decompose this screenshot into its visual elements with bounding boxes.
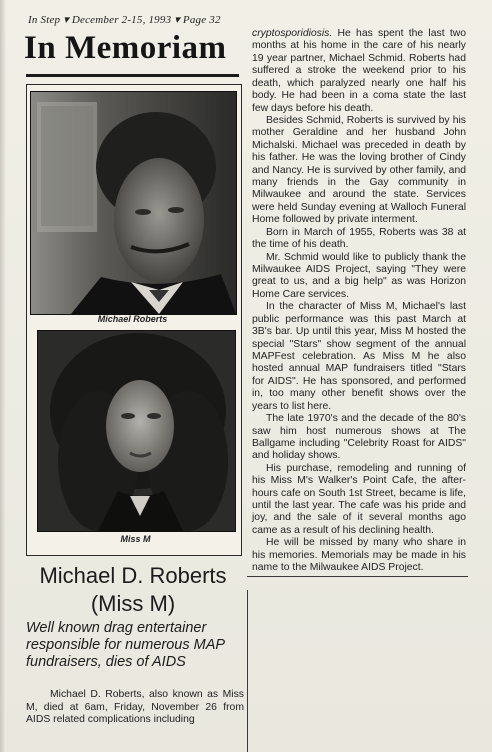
body-paragraph: Mr. Schmid would like to publicly thank the Milwaukee AIDS Project, saying "They were great to us, and a big help" as was Horizon Home Care services. bbox=[252, 251, 466, 300]
column-divider-vertical bbox=[247, 590, 248, 752]
page-edge-shadow bbox=[0, 0, 6, 752]
photo-caption-michael-roberts: Michael Roberts bbox=[97, 314, 168, 324]
column-divider-horizontal bbox=[247, 576, 468, 577]
body-paragraph: cryptosporidiosis. He has spent the last two months at his home in the care of his nearly 19 year partner, Michael Schmid. Roberts had suffered a stroke the weekend prior to his death, which paralyzed nearly one half his body. He had been in a coma state the last few days before his death. bbox=[252, 28, 466, 114]
body-paragraph: Besides Schmid, Roberts is survived by his mother Geraldine and her husband John Michalski. Michael was preceded in death by his father. He was the loving brother of Cindy and Nancy. He is survived by other family, and many friends in the Gay community in Milwaukee and around the state. Services were held Sunday evening at Walloch Funeral Home followed by private interment. bbox=[252, 114, 466, 226]
title-rule bbox=[26, 74, 239, 77]
running-head: In Step ▾ December 2-15, 1993 ▾ Page 32 bbox=[28, 14, 221, 26]
body-paragraph: In the character of Miss M, Michael's last public performance was this past March at 3B's bar. Up until this year, Miss M hosted the special "Stars" show segment of the annual MAPFest celebration. As Miss M he also hosted annual MAP fundraisers titled "Stars for AIDS". He has sponsored, and performed in, too many other benefit shows over the years to list here. bbox=[252, 301, 466, 412]
obituary-subhead: Well known drag entertainer responsible for numerous MAP fundraisers, dies of AIDS bbox=[26, 620, 225, 670]
body-paragraph: He will be missed by many who share in his memories. Memorials may be made in his name to the Milwaukee AIDS Project. bbox=[252, 537, 466, 574]
photo-miss-m bbox=[37, 330, 236, 532]
body-paragraph: Born in March of 1955, Roberts was 38 at the time of his death. bbox=[252, 226, 466, 251]
continued-word: cryptosporidiosis. bbox=[252, 28, 333, 39]
section-title: In Memoriam bbox=[24, 30, 227, 66]
body-paragraph: His purchase, remodeling and running of his Miss M's Walker's Point Cafe, the after-hours cafe on South 1st Street, became is life, until the last year. The cafe was his pride and joy, and the sale of it several months ago came as a result of his declining health. bbox=[252, 462, 466, 536]
obituary-name-line2: (Miss M) bbox=[90, 590, 176, 616]
body-paragraph: The late 1970's and the decade of the 80's saw him host numerous shows at The Ballgame including "Celebrity Roast for AIDS" and holiday shows. bbox=[252, 413, 466, 462]
photo-michael-roberts bbox=[30, 91, 237, 315]
obituary-body-column bbox=[252, 28, 466, 575]
obituary-name-line1: Michael D. Roberts bbox=[39, 563, 227, 588]
portrait-man-image bbox=[31, 92, 236, 314]
photo-caption-miss-m: Miss M bbox=[120, 534, 151, 544]
obituary-name bbox=[26, 562, 240, 617]
portrait-miss-m-image bbox=[38, 331, 235, 531]
obituary-lead-paragraph: Michael D. Roberts, also known as Miss M, died at 6am, Friday, November 26 from AIDS related complications including bbox=[26, 689, 244, 726]
